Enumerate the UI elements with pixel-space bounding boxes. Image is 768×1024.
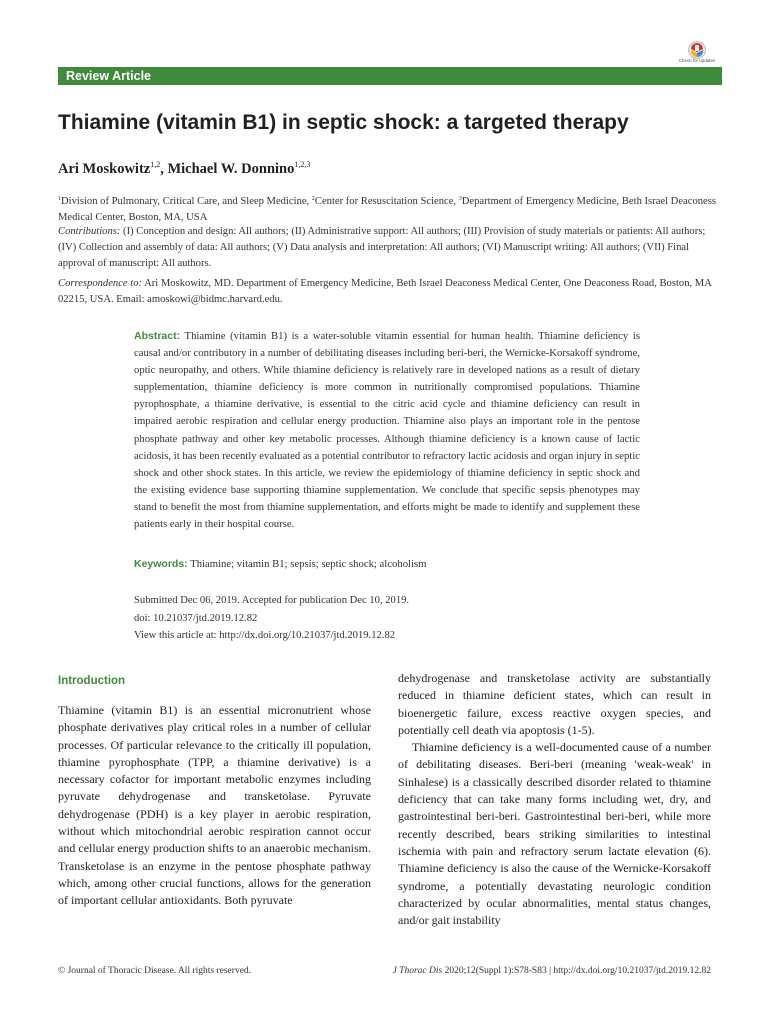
footer-citation [393, 966, 711, 976]
contributions-label: Contributions: [58, 226, 121, 237]
contributions [58, 224, 718, 271]
abstract [134, 328, 640, 533]
section-heading-introduction: Introduction [58, 675, 126, 687]
article-link[interactable]: View this article at: http://dx.doi.org/10.21037/jtd.2019.12.82 [134, 630, 396, 642]
body-column-right [398, 670, 711, 929]
correspondence [58, 276, 718, 308]
paragraph: dehydrogenase and transketolase activity are substantially reduced in thiamine deficient states, which can result in bioenergetic failure, excess reactive oxygen species, and potentially cell death via apoptosis (1-5). [398, 671, 711, 737]
author-list: Ari Moskowitz$^{1,2}$, Michael W. Donnino$^{1,2,3}$ [58, 160, 311, 177]
paragraph: Thiamine (vitamin B1) is an essential micronutrient whose phosphate derivatives play critical roles in a number of cellular processes. Of particular relevance to the critically ill population, thiamine pyrophosphate (TPP, a thiamine derivative) is a necessary cofactor for important metabolic enzymes including pyruvate dehydrogenase and transketolase. Pyruvate dehydrogenase (PDH) is a key player in aerobic respiration, without which mitochondrial aerobic respiration cannot occur and cellular energy production shifts to an anaerobic mechanism. Transketolase is an enzyme in the pentose phosphate pathway which, among other crucial functions, allows for the generation of important cellular antioxidants. Both pyruvate [58, 703, 371, 908]
affil-sup: 1 [58, 196, 61, 202]
footer-citation-text: 2020;12(Suppl 1):S78-S83 | http://dx.doi.org/10.21037/jtd.2019.12.82 [442, 966, 711, 976]
abstract-text: Thiamine (vitamin B1) is a water-soluble vitamin essential for human health. Thiamine deficiency is causal and/or contributory in a number of debilitating diseases including beri-beri, the Wernicke-Korsakoff syndrome, optic neuropathy, and others. While thiamine deficiency is relatively rare in developed nations as a result of dietary supplementation, thiamine deficiency is more common in nutritionally compromised populations. Thiamine pyrophosphate, a thiamine derivative, is essential to the citric acid cycle and thiamine deficiency can result in impaired aerobic respiration and cellular energy production. Thiamine also plays an important role in the pentose phosphate pathway and other key metabolic processes. Although thiamine deficiency is a known cause of lactic acidosis, it has been recently evaluated as a potential contributor to refractory lactic acidosis and organ injury in septic shock and other shock states. In this article, we review the epidemiology of thiamine deficiency in septic shock and the existing evidence base supporting thiamine supplementation. We conclude that specific sepsis phenotypes may stand to benefit the most from thiamine supplementation, and efforts might be made to identify and supplement these patients early in their hospital course. [134, 330, 640, 531]
keywords [134, 558, 640, 570]
contributions-text: (I) Conception and design: All authors; (II) Administrative support: All authors; (III) Provision of study materials or patients: All authors; (IV) Collection and assembly of data: All authors; (V) Data analysis and interpretation: All authors; (VI) Manuscript writing: All authors; (VII) Final approval of manuscript: All authors. [58, 226, 706, 269]
body-column-left [58, 702, 371, 910]
abstract-label: Abstract: [134, 330, 181, 342]
affiliations [58, 192, 718, 226]
keywords-text: Thiamine; vitamin B1; sepsis; septic shock; alcoholism [187, 558, 427, 570]
affiliation-1: Division of Pulmonary, Critical Care, and Sleep Medicine, [61, 196, 312, 207]
section-label: Review Article [66, 69, 151, 83]
author-name: Ari Moskowitz [58, 161, 151, 177]
affil-sup: 3 [458, 196, 462, 202]
affil-sup: 2 [311, 196, 315, 202]
doi[interactable]: doi: 10.21037/jtd.2019.12.82 [134, 612, 258, 624]
correspondence-text: Ari Moskowitz, MD. Department of Emergency Medicine, Beth Israel Deaconess Medical Center, One Deaconess Road, Boston, MA 02215, USA. Email: amoskowi@bidmc.harvard.edu. [58, 278, 712, 305]
author-name: Michael W. Donnino [167, 161, 295, 177]
footer-journal: J Thorac Dis [392, 966, 443, 976]
article-title: Thiamine (vitamin B1) in septic shock: a targeted therapy [58, 111, 629, 134]
paragraph: Thiamine deficiency is a well-documented cause of a number of debilitating diseases. Beri-beri (meaning 'weak-weak' in Sinhalese) is a classically described disorder related to thiamine deficiency that can take many forms including wet, dry, and gastrointestinal beri-beri. Gastrointestinal beri-beri, while more recently described, bears striking similarities to intestinal ischemia with pain and refractory serum lactate elevation (6). Thiamine deficiency is also the cause of the Wernicke-Korsakoff syndrome, a potentially devastating neurologic condition characterized by ocular abnormalities, mental status changes, and/or gait instability [398, 740, 711, 928]
article-meta [134, 592, 640, 645]
author-affiliation-sup: 1,2,3 [294, 160, 311, 169]
affiliation-2: Center for Resuscitation Science, [314, 196, 459, 207]
author-affiliation-sup: 1,2 [150, 160, 161, 169]
submission-dates: Submitted Dec 06, 2019. Accepted for publication Dec 10, 2019. [134, 595, 410, 606]
crossmark-text: Check for updates [678, 58, 716, 63]
affiliation-3: Department of Emergency Medicine, Beth Israel Deaconess Medical Center, Boston, MA, USA [58, 196, 716, 223]
check-for-updates-badge[interactable] [678, 40, 716, 70]
footer-copyright: © Journal of Thoracic Disease. All rights reserved. [58, 966, 252, 976]
section-badge [58, 67, 722, 85]
keywords-label: Keywords: [134, 558, 188, 570]
crossmark-icon [682, 40, 712, 60]
correspondence-label: Correspondence to: [58, 278, 143, 289]
